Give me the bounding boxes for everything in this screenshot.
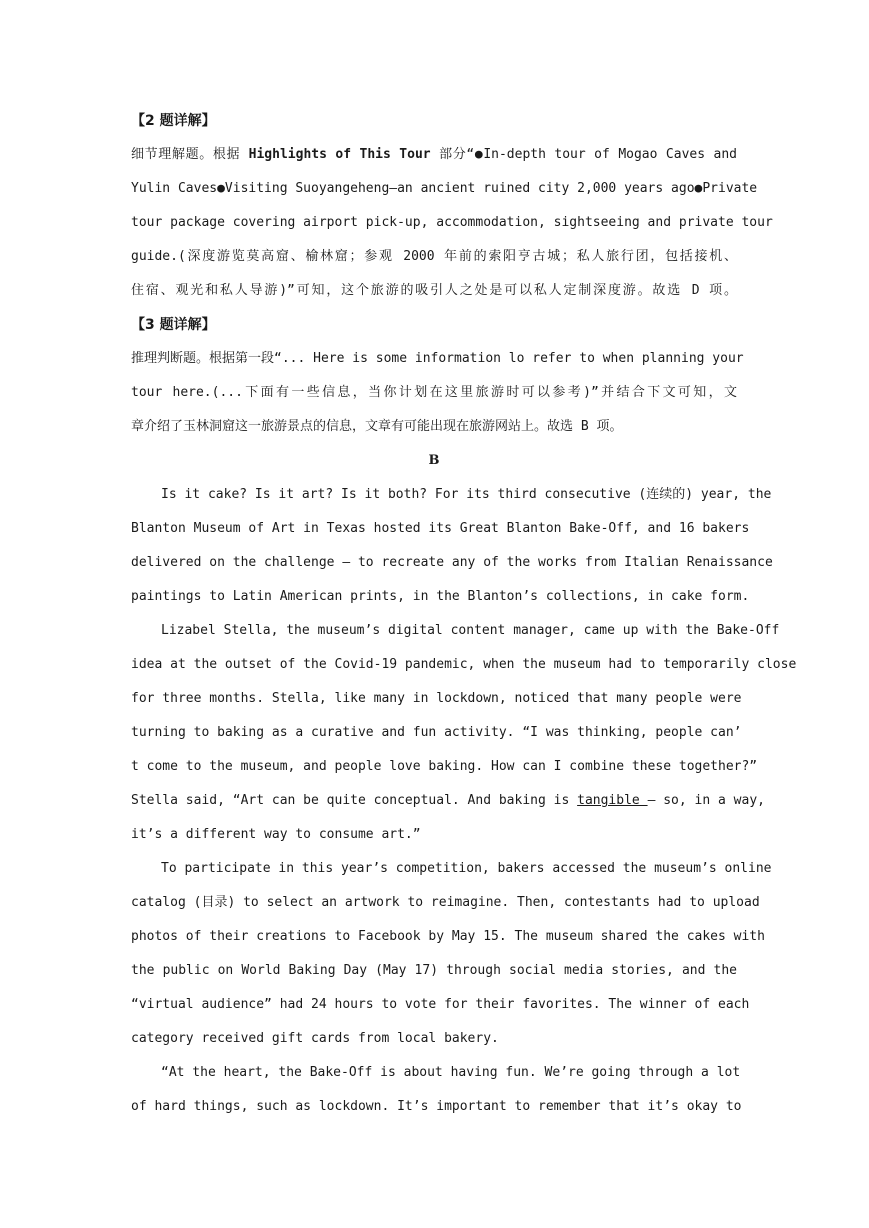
p2-line-7: it’s a different way to consume art.” xyxy=(131,827,421,842)
p4-line-1: “At the heart, the Bake-Off is about having fun. We’re going through a lot xyxy=(161,1065,741,1080)
q2-line-1-a: 细节理解题。根据 xyxy=(131,147,249,162)
p2-line-6-before: Stella said, “Art can be quite conceptual. And baking is xyxy=(131,793,578,808)
q2-heading: 【2 题详解】 xyxy=(131,113,216,129)
section-title: B xyxy=(428,453,440,468)
p1-line-4: paintings to Latin American prints, in the Blanton’s collections, in cake form. xyxy=(131,589,750,604)
q2-line-3: tour package covering airport pick-up, accommodation, sightseeing and private tour xyxy=(131,215,773,230)
p1-line-3: delivered on the challenge — to recreate any of the works from Italian Renaissance xyxy=(131,555,773,570)
p2-line-6 xyxy=(131,784,765,818)
p3-line-1: To participate in this year’s competition, bakers accessed the museum’s online xyxy=(161,861,772,876)
p2-line-6-after: — so, in a way, xyxy=(647,793,765,808)
p2-line-3: for three months. Stella, like many in lockdown, noticed that many people were xyxy=(131,691,742,706)
q2-line-5: 住宿、观光和私人导游)”可知，这个旅游的吸引人之处是可以私人定制深度游。故选 D 项。 xyxy=(131,283,737,298)
q3-line-1: 推理判断题。根据第一段“... Here is some information lo refer to when planning your xyxy=(131,351,744,366)
document-page xyxy=(131,104,797,1124)
p2-line-2: idea at the outset of the Covid-19 pandemic, when the museum had to temporarily close xyxy=(131,657,797,672)
p4-line-2: of hard things, such as lockdown. It’s important to remember that it’s okay to xyxy=(131,1099,742,1114)
p2-line-1: Lizabel Stella, the museum’s digital content manager, came up with the Bake-Off xyxy=(161,623,780,638)
q2-line-2: Yulin Caves●Visiting Suoyangeheng—an ancient ruined city 2,000 years ago●Private xyxy=(131,181,758,196)
underlined-word: tangible xyxy=(577,793,648,808)
q2-line-1-b: 部分“●In-depth tour of Mogao Caves and xyxy=(430,147,738,162)
q2-line-4: guide.(深度游览莫高窟、榆林窟；参观 2000 年前的索阳亨古城；私人旅行团，包括接机、 xyxy=(131,249,737,264)
p2-line-4: turning to baking as a curative and fun activity. “I was thinking, people can’ xyxy=(131,725,742,740)
q2-line-1 xyxy=(131,138,737,172)
p2-line-5: t come to the museum, and people love baking. How can I combine these together?” xyxy=(131,759,758,774)
p1-line-1: Is it cake? Is it art? Is it both? For its third consecutive (连续的) year, the xyxy=(161,487,772,502)
q2-line-1-bold: Highlights of This Tour xyxy=(248,147,431,162)
q3-line-3: 章介绍了玉林洞窟这一旅游景点的信息，文章有可能出现在旅游网站上。故选 B 项。 xyxy=(131,419,623,434)
p3-line-2: catalog (目录) to select an artwork to reimagine. Then, contestants had to upload xyxy=(131,895,760,910)
p1-line-2: Blanton Museum of Art in Texas hosted its Great Blanton Bake-Off, and 16 bakers xyxy=(131,521,750,536)
p3-line-3: photos of their creations to Facebook by May 15. The museum shared the cakes with xyxy=(131,929,765,944)
q3-heading: 【3 题详解】 xyxy=(131,317,216,333)
p3-line-4: the public on World Baking Day (May 17) through social media stories, and the xyxy=(131,963,737,978)
q3-line-2: tour here.(...下面有一些信息，当你计划在这里旅游时可以参考)”并结合下文可知，文 xyxy=(131,385,737,400)
p3-line-6: category received gift cards from local bakery. xyxy=(131,1031,499,1046)
p3-line-5: “virtual audience” had 24 hours to vote for their favorites. The winner of each xyxy=(131,997,750,1012)
